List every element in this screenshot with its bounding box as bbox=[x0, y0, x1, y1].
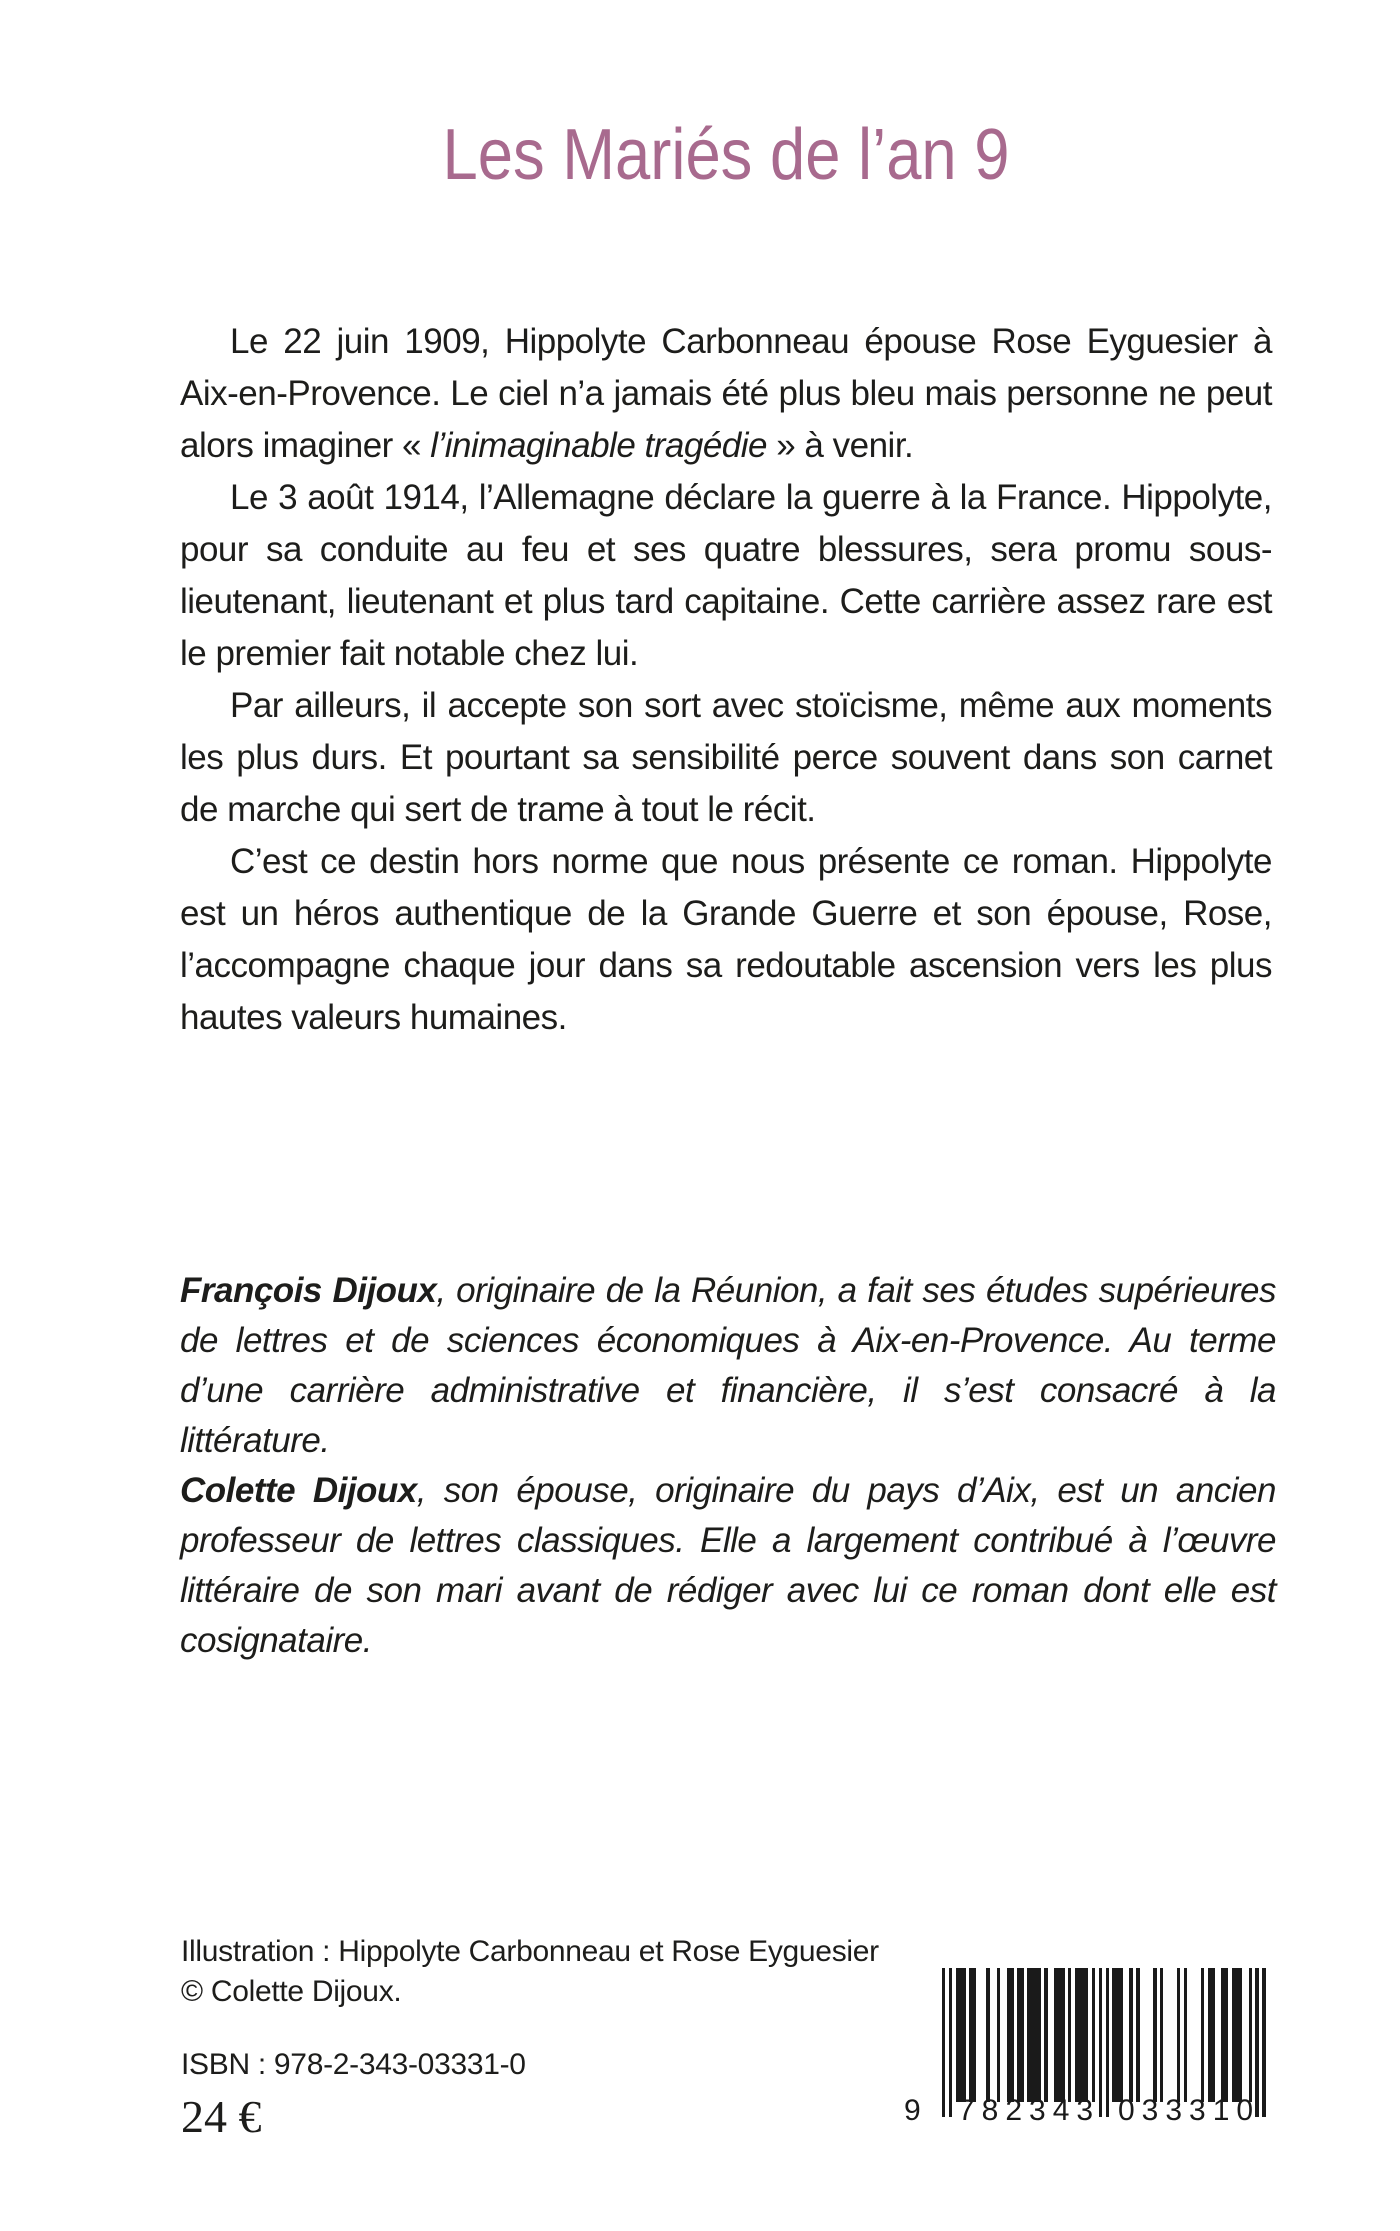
synopsis-paragraph-3: Par ailleurs, il accepte son sort avec stoïcisme, même aux moments les plus durs. Et pourtant sa sensibilité perce souvent dans son carnet de marche qui sert de trame à tout le récit. bbox=[180, 686, 1272, 829]
price-label: 24 € bbox=[181, 2091, 262, 2142]
author-bio-colette bbox=[180, 1466, 1276, 1666]
synopsis-paragraph-1 bbox=[180, 316, 1272, 472]
author-name-francois: François Dijoux bbox=[180, 1271, 437, 1310]
barcode-right-digits: 033310 bbox=[1118, 2094, 1261, 2127]
synopsis-paragraph-4: C’est ce destin hors norme que nous présente ce roman. Hippolyte est un héros authentique de la Grande Guerre et son épouse, Rose, l’accompagne chaque jour dans sa redoutable ascension vers les plus hautes valeurs humaines. bbox=[180, 842, 1272, 1037]
barcode bbox=[904, 1968, 1266, 2133]
synopsis-p1-post: » à venir. bbox=[767, 426, 914, 465]
illustration-credit-line2: © Colette Dijoux. bbox=[181, 1975, 402, 2008]
authors-block bbox=[180, 1266, 1276, 1666]
page-title: Les Mariés de l’an 9 bbox=[442, 115, 1010, 196]
illustration-credit-line1: Illustration : Hippolyte Carbonneau et Rose Eyguesier bbox=[181, 1935, 879, 1968]
author-name-colette: Colette Dijoux bbox=[180, 1471, 417, 1510]
illustration-credit bbox=[181, 1932, 879, 2012]
isbn-label: ISBN : 978-2-343-03331-0 bbox=[181, 2048, 526, 2081]
synopsis-block bbox=[180, 316, 1272, 1044]
synopsis-p1-pre: Le 22 juin 1909, Hippolyte Carbonneau épouse Rose Eyguesier à Aix-en-Provence. Le ciel n’a jamais été plus bleu mais personne ne peut alors imaginer « bbox=[180, 322, 1272, 465]
synopsis-paragraph-2: Le 3 août 1914, l’Allemagne déclare la guerre à la France. Hippolyte, pour sa conduite au feu et ses quatre blessures, sera promu sous-lieutenant, lieutenant et plus tard capitaine. Cette carrière assez rare est le premier fait notable chez lui. bbox=[180, 478, 1272, 673]
author-bio-text-francois: , originaire de la Réunion, a fait ses études supérieures de lettres et de sciences économiques à Aix-en-Provence. Au terme d’une carrière administrative et financière, il s’est consacré à la littérature. bbox=[180, 1271, 1276, 1460]
barcode-left-digits: 782343 bbox=[958, 2094, 1101, 2127]
synopsis-p1-italic: l’inimaginable tragédie bbox=[430, 426, 768, 465]
barcode-leading-digit: 9 bbox=[904, 2094, 921, 2127]
author-bio-francois bbox=[180, 1266, 1276, 1466]
author-bio-text-colette: , son épouse, originaire du pays d’Aix, est un ancien professeur de lettres classiques. Elle a largement contribué à l’œuvre littéraire de son mari avant de rédiger avec lui ce roman dont elle est cosignataire. bbox=[180, 1471, 1276, 1660]
